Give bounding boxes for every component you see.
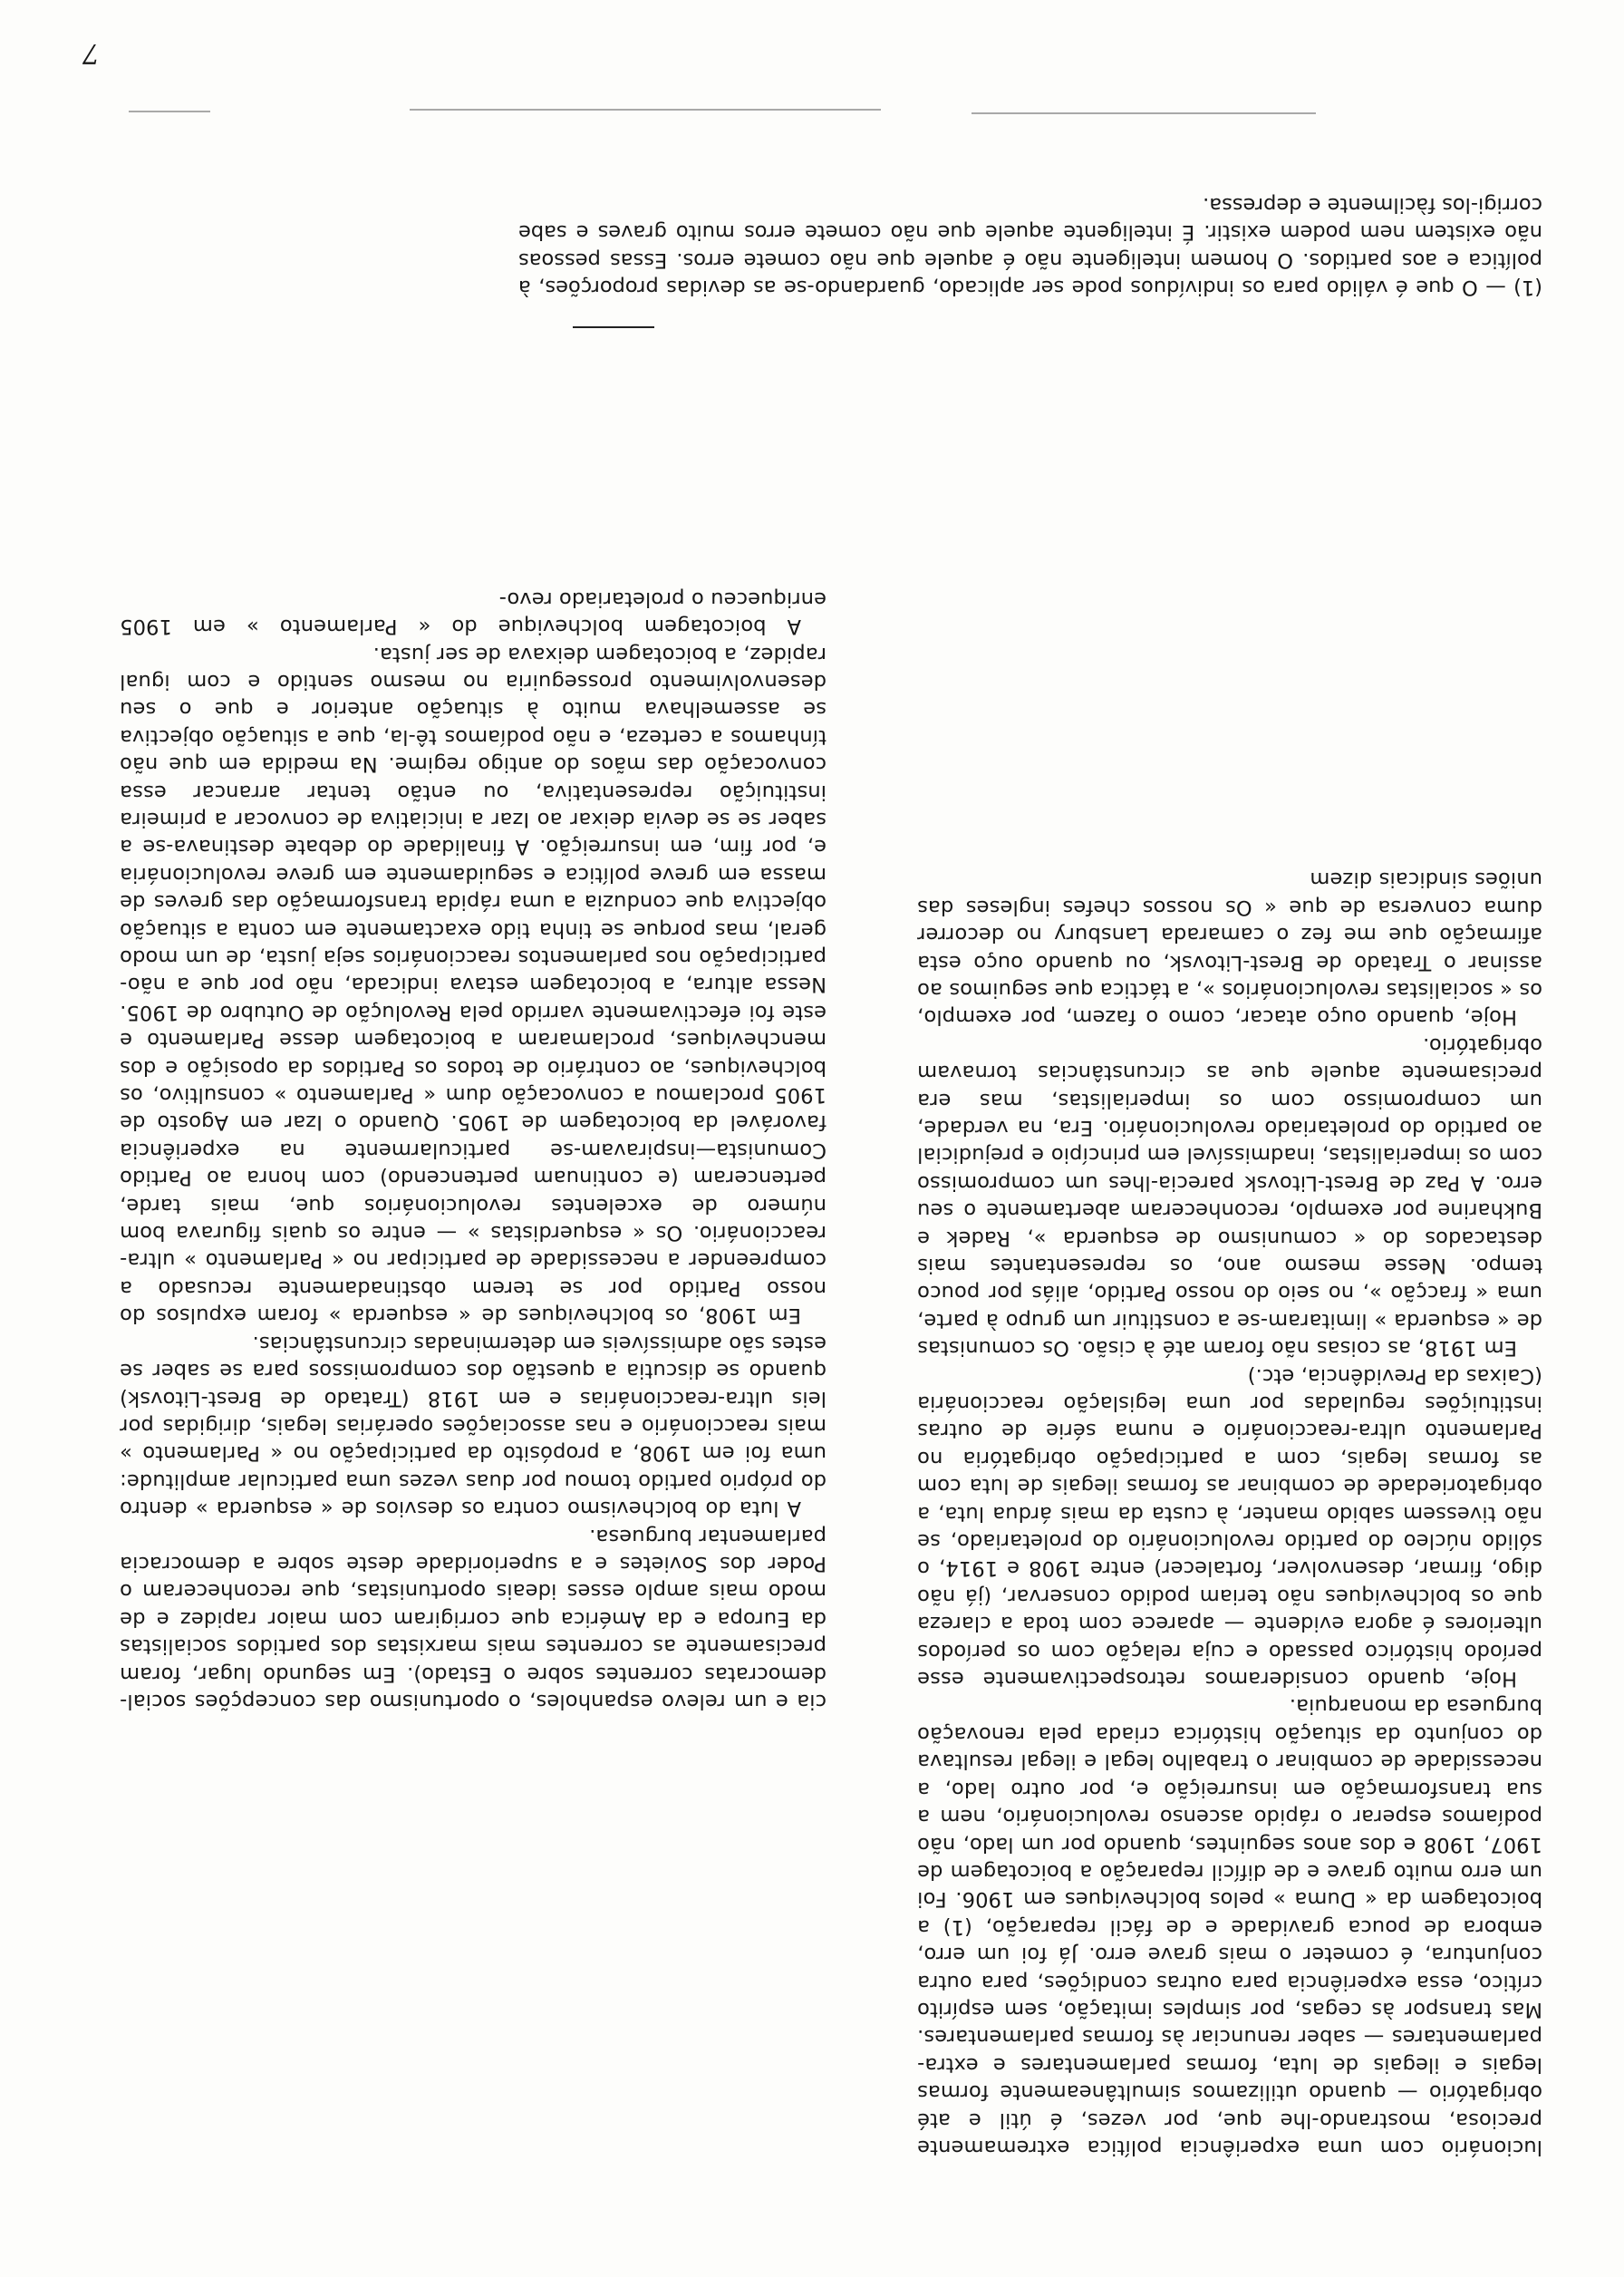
paragraph: Em 1918, as coisas não foram até à cisão. Os comunistas de « esquerda » limitaram-se a constituir um grupo à parte, uma « fracção », no seio do nosso Partido, aliás por pouco tempo. Nesse mesmo ano, os representantes mais destacados do « comunismo de esquerda », Radek e Bukharine por exemplo, reconheceram abertamente o seu erro. A Paz de Brest-Litovsk parecia-lhes um compromisso com os imperialistas, inadmissível em princípio e prejudicial ao partido do proletariado revolucionário. Era, na verdade, um compromisso com os imperialistas, mas era precisamente aquele que as circunstâncias tornavam obrigatório. xyxy=(917,1032,1542,1361)
text-column-left xyxy=(120,585,826,1715)
paragraph: lucionário com uma experiência política extremamente preciosa, mostrando-lhe que, por vezes, é útil e até obrigatório — quando utilizamos simultâneamente formas legais e ilegais de luta, formas parlamentares e extra-parlamentares — saber renunciar às formas parlamentares. Mas transpor às cegas, por simples imitação, sem espírito crítico, essa experiência para outras condições, para outra conjuntura, é cometer o mais grave erro. Já foi um erro, embora de pouca gravidade e de fácil reparação, (1) a boicotagem da « Duma » pelos bolcheviques em 1906. Foi um erro muito grave e de difícil reparação a boicotagem de 1907, 1908 e dos anos seguintes, quando por um lado, não podíamos esperar o rápido ascenso revolucionário, nem a sua transformação em insurreição e, por outro lado, a necessidade de combinar o trabalho legal e ilegal resultava do conjunto da situação histórica criada pela renovação burguesa da monarquia. xyxy=(917,1694,1542,2159)
page-number: 7 xyxy=(82,37,100,69)
paragraph: Em 1908, os bolcheviques de « esquerda » foram expulsos do nosso Partido por se terem obstinadamente recusado a compreender a necessidade de participar no « Parlamento » ultra-reaccionário. Os « esquerdistas » — entre os quais figurava bom número de excelentes revolucionários que, mais tarde, pertenceram (e continuam pertencendo) com honra ao Partido Comunista—inspiravam-se particularmente na experiência favorável da boicotagem de 1905. Quando o Izar em Agosto de 1905 proclamou a convocação dum « Parlamento » consultivo, os bolcheviques, ao contrário de todos os Partidos da oposição e dos mencheviques, proclamaram a boicotagem desse Parlamento e este foi efectivamente varrido pela Revolução de Outubro de 1905. Nessa altura, a boicotagem estava indicada, não por que a não-participação nos parlamentos reaccionários seja justa, de um modo geral, mas porque se tinha tido exactamente em conta a situação objectiva que conduzia a uma rápida transformação das greves de massa em greve política e seguidamente em greve revolucionária e, por fim, em insurreição. A finalidade do debate destinava-se a saber se se devia deixar ao Izar a iniciativa de convocar a primeira instituição representativa, ou então tentar arrancar essa convocação das mãos do antigo regime. Na medida em que não tínhamos a certeza, e não podíamos tê-la, que a situação objectiva se assemelhava muito à situação anterior e que o seu desenvolvimento prosseguiria no mesmo sentido e com igual rapidez, a boicotagem deixava de ser justa. xyxy=(120,642,826,1328)
paragraph: Hoje, quando ouço atacar, como o fazem, por exemplo, os « socialistas revolucionários », a táctica que seguimos ao assinar o Tratado de Brest-Litovsk, ou quando ouço esta afirmação que me fez o camarada Lansbury no decorrer duma conversa de que « Os nossos chefes ingleses das uniões sindicais dizem xyxy=(917,867,1542,1030)
footnote: (1) — O que é válido para os indivíduos pode ser aplicado, guardando-se as devidas proporções, à política e aos partidos. O homem inteligente não é aquele que não comete erros. Essas pessoas não existem nem podem existir. É inteligente aquele que não comete erros muito graves e sabe corrigi-los fàcilmente e depressa. xyxy=(518,192,1542,299)
scan-noise xyxy=(972,112,1316,114)
paragraph: A luta do bolchevismo contra os desvios de « esquerda » dentro do próprio partido tomou por duas vezes uma particular amplitude: uma foi em 1908, a propósito da participação no « Parlamento » mais reaccionário e nas associações operárias legais, dirigidas por leis ultra-reaccionárias e em 1918 (Tratado de Brest-Litovsk) quando se discutia a questão dos compromissos para se saber se estes são admissíveis em determinadas circunstâncias. xyxy=(120,1331,826,1521)
scan-noise xyxy=(129,111,210,112)
scan-noise xyxy=(410,109,881,111)
paragraph: A boicotagem bolchevique do « Parlamento » em 1905 enriqueceu o proletariado revo- xyxy=(120,586,826,639)
paragraph: Hoje, quando consideramos retrospectivamente esse período histórico passado e cuja relação com os períodos ulteriores é agora evidente — aparece com toda a clareza que os bolcheviques não teriam podido conservar, (já não digo, firmar, desenvolver, fortalecer) entre 1908 e 1914, o sólido núcleo do partido revolucionário do proletariado, se não tivessem sabido manter, à custa da mais árdua luta, a obrigatoriedade de combinar as formas ilegais de luta com as formas legais, com a participação obrigatória no Parlamento ultra-reaccionário e numa série de outras instituições reguladas por uma legislação reaccionária (Caixas da Previdência, etc.) xyxy=(917,1363,1542,1691)
text-column-right xyxy=(917,866,1542,2161)
footnote-rule xyxy=(573,326,654,328)
paragraph: cia e um relevo espanholes, o oportunismo das concepções social-democratas correntes sobre o Estado). Em segundo lugar, foram precisamente as correntes mais marxistas dos partidos socialistas da Europa e da América que corrigiram com maior rapidez e de modo mais amplo esses ideais oportunistas, que reconheceram o Poder dos Sovietes e a superioridade deste sobre a democracia parlamentar burguesa. xyxy=(120,1524,826,1713)
